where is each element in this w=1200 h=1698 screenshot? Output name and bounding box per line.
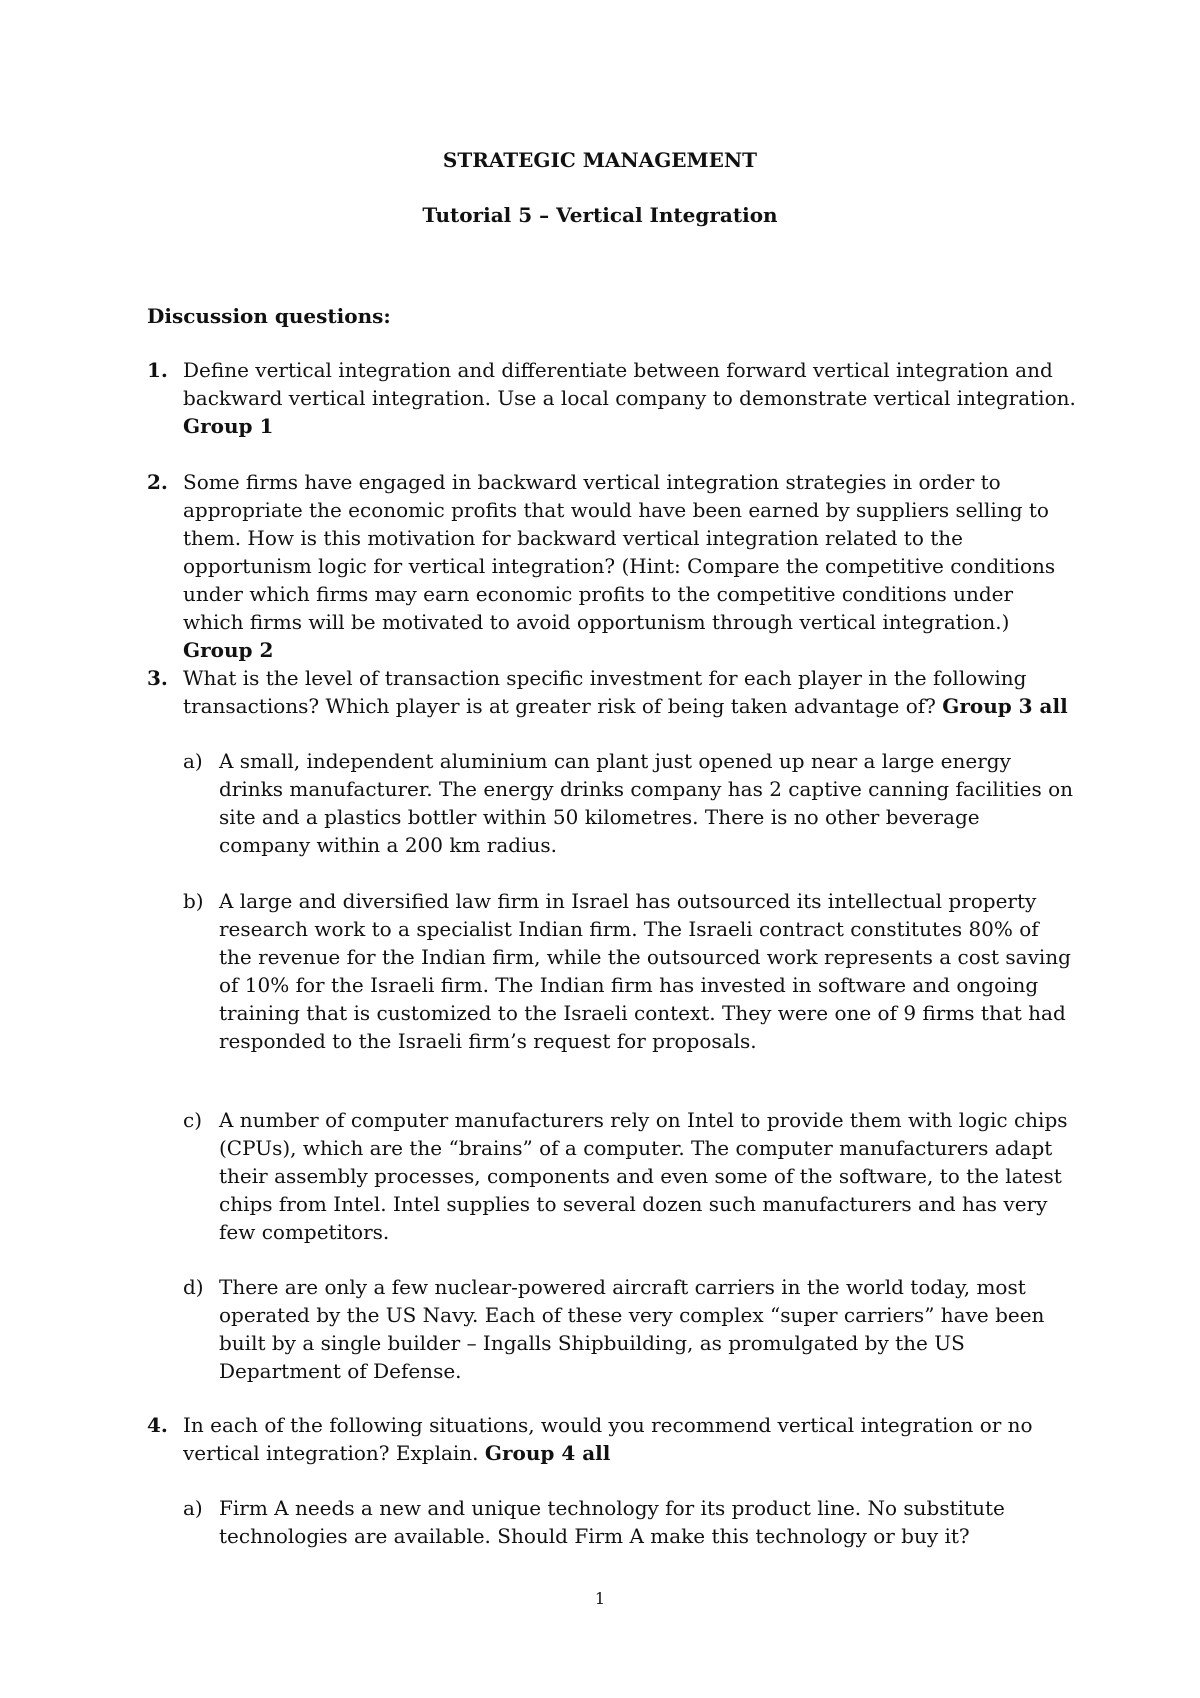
group-label: Group 4 all [484, 1441, 611, 1465]
question-number: 3. [147, 666, 168, 690]
subquestion-label: a) [183, 749, 203, 773]
question-text: In each of the following situations, would you recommend vertical integration or no vertical integration? Explain. [183, 1413, 1033, 1465]
subquestion-label: d) [183, 1275, 204, 1299]
subquestion-text: There are only a few nuclear-powered aircraft carriers in the world today, most operated by the US Navy. Each of these very complex “super carriers” have been built by a single builder – Ingalls Shipbuilding, as promulgated by the US Department of Defense. [219, 1275, 1045, 1383]
group-label: Group 1 [183, 414, 274, 438]
subquestion-label: a) [183, 1496, 203, 1520]
subquestion-4a [183, 1494, 1073, 1550]
document-subtitle: Tutorial 5 – Vertical Integration [422, 203, 778, 227]
question-3 [147, 664, 1077, 720]
group-label: Group 2 [183, 638, 274, 662]
question-number: 1. [147, 358, 168, 382]
question-1 [147, 356, 1077, 440]
subquestion-text: A small, independent aluminium can plant just opened up near a large energy drinks manufacturer. The energy drinks company has 2 captive canning facilities on site and a plastics bottler within 50 kilometres. There is no other beverage company within a 200 km radius. [219, 749, 1074, 857]
subquestion-label: b) [183, 889, 204, 913]
subquestion-3a [183, 747, 1073, 859]
subquestion-label: c) [183, 1108, 203, 1132]
section-heading: Discussion questions: [147, 304, 391, 328]
question-number: 4. [147, 1413, 168, 1437]
question-4 [147, 1411, 1077, 1467]
subquestion-text: A number of computer manufacturers rely on Intel to provide them with logic chips (CPUs), which are the “brains” of a computer. The computer manufacturers adapt their assembly processes, components and even some of the software, to the latest chips from Intel. Intel supplies to several dozen such manufacturers and has very few competitors. [219, 1108, 1068, 1244]
question-text: Some firms have engaged in backward vertical integration strategies in order to appropriate the economic profits that would have been earned by suppliers selling to them. How is this motivation for backward vertical integration related to the opportunism logic for vertical integration? (Hint: Compare the competitive conditions under which firms may earn economic profits to the competitive conditions under which firms will be motivated to avoid opportunism through vertical integration.) [183, 470, 1056, 634]
subquestion-3b [183, 887, 1073, 1055]
question-text: Define vertical integration and differentiate between forward vertical integration and backward vertical integration. Use a local company to demonstrate vertical integration. [183, 358, 1076, 410]
document-title: STRATEGIC MANAGEMENT [442, 148, 758, 172]
group-label: Group 3 all [942, 694, 1068, 718]
subquestion-text: Firm A needs a new and unique technology for its product line. No substitute technologies are available. Should Firm A make this technology or buy it? [219, 1496, 1005, 1548]
subquestion-3c [183, 1106, 1073, 1246]
question-number: 2. [147, 470, 168, 494]
subquestion-text: A large and diversified law firm in Israel has outsourced its intellectual property research work to a specialist Indian firm. The Israeli contract constitutes 80% of the revenue for the Indian firm, while the outsourced work represents a cost saving of 10% for the Israeli firm. The Indian firm has invested in software and ongoing training that is customized to the Israeli context. They were one of 9 firms that had responded to the Israeli firm’s request for proposals. [219, 889, 1071, 1053]
page-number: 1 [594, 1589, 606, 1608]
question-text: What is the level of transaction specific investment for each player in the following transactions? Which player is at greater risk of being taken advantage of? [183, 666, 1027, 718]
subquestion-3d [183, 1273, 1073, 1385]
question-2 [147, 468, 1077, 664]
